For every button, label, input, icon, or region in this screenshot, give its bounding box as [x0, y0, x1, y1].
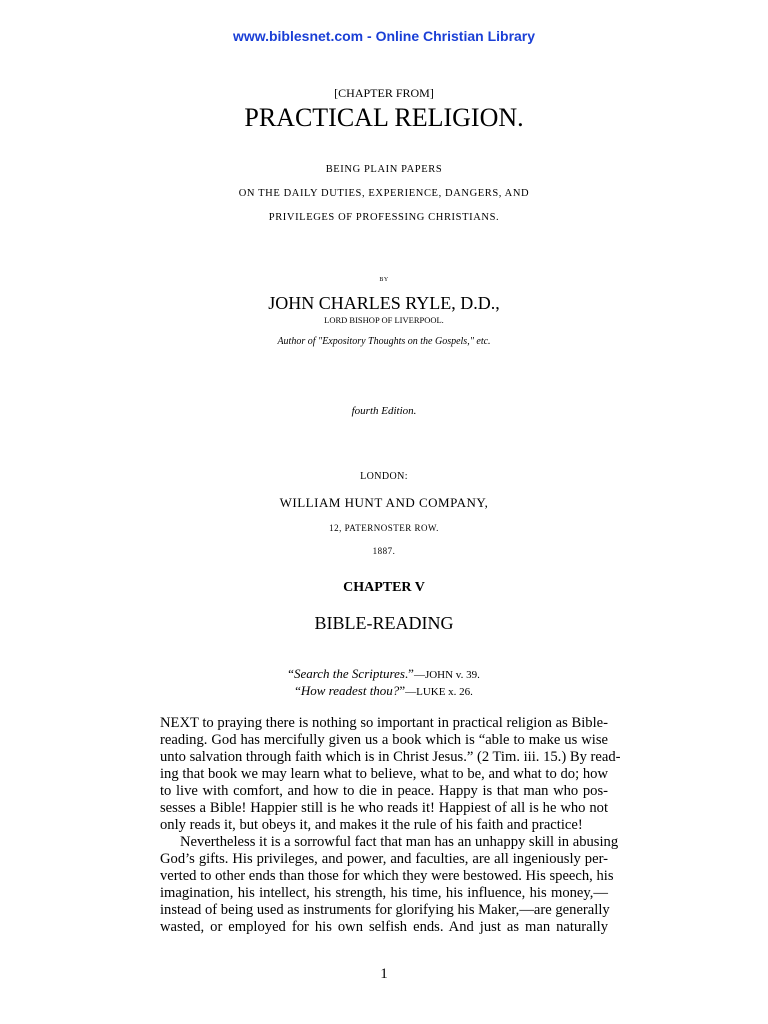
body-line: only reads it, but obeys it, and makes it the rule of his faith and practice! [160, 817, 583, 833]
epigraph-1-quote: Search the Scriptures [293, 666, 405, 681]
epigraph-2-open-quote: “ [295, 683, 301, 698]
body-line: instead of being used as instruments for glorifying his Maker,—are generally [160, 902, 610, 918]
subtitle-line-1: BEING PLAIN PAPERS [325, 164, 443, 175]
epigraph-1 [0, 666, 768, 682]
body-line: ing that book we may learn what to believe, what to be, and what to do; how [160, 766, 608, 782]
subtitle-line-3: PRIVILEGES OF PROFESSING CHRISTIANS. [268, 212, 500, 223]
body-line: sesses a Bible! Happier still is he who reads it! Happiest of all is he who not [160, 800, 608, 816]
site-header-link[interactable]: www.biblesnet.com - Online Christian Library [232, 28, 536, 44]
epigraph-2 [0, 683, 768, 699]
publisher-address: 12, PATERNOSTER ROW. [329, 523, 439, 533]
body-line: unto salvation through faith which is in Christ Jesus.” (2 Tim. iii. 15.) By read- [160, 749, 621, 765]
publication-place: LONDON: [360, 471, 408, 482]
body-line: Nevertheless it is a sorrowful fact that man has an unhappy skill in abusing [180, 834, 619, 850]
body-line: reading. God has mercifully given us a book which is “able to make us wise [160, 732, 608, 748]
body-line: imagination, his intellect, his strength, his time, his influence, his money,— [160, 885, 608, 901]
body-line: God’s gifts. His privileges, and power, and faculties, are all ingeniously per- [160, 851, 608, 867]
epigraph-1-ref: —JOHN v. 39. [413, 669, 480, 681]
body-line: NEXT to praying there is nothing so important in practical religion as Bible- [160, 715, 608, 731]
body-line: verted to other ends than those for which they were bestowed. His speech, his [160, 868, 614, 884]
body-line: wasted, or employed for his own selfish ends. And just as man naturally [160, 919, 608, 935]
epigraph-2-ref: —LUKE x. 26. [405, 686, 473, 698]
epigraph-1-close-quote: .” [404, 666, 414, 681]
author-title: LORD BISHOP OF LIVERPOOL. [324, 315, 444, 325]
publication-year: 1887. [372, 546, 396, 556]
author-note: Author of "Expository Thoughts on the Gospels," etc. [277, 336, 491, 347]
body-text [160, 715, 621, 936]
epigraph-1-open-quote: “ [288, 666, 294, 681]
chapter-name: BIBLE-READING [314, 613, 454, 633]
page-number: 1 [380, 966, 388, 982]
body-line: to live with comfort, and how to die in peace. Happy is that man who pos- [160, 783, 608, 799]
epigraph-2-quote: How readest thou? [300, 683, 400, 698]
subtitle-line-2: ON THE DAILY DUTIES, EXPERIENCE, DANGERS, AND [238, 188, 530, 199]
epigraph-2-close-quote: ” [399, 683, 406, 698]
chapter-from-label: [CHAPTER FROM] [334, 86, 434, 100]
book-title: PRACTICAL RELIGION. [244, 103, 524, 132]
author-name: JOHN CHARLES RYLE, D.D., [268, 293, 500, 313]
chapter-number: CHAPTER V [343, 580, 425, 595]
edition-label: fourth Edition. [351, 405, 417, 417]
by-label: BY [379, 277, 389, 283]
publisher-name: WILLIAM HUNT AND COMPANY, [279, 495, 489, 510]
